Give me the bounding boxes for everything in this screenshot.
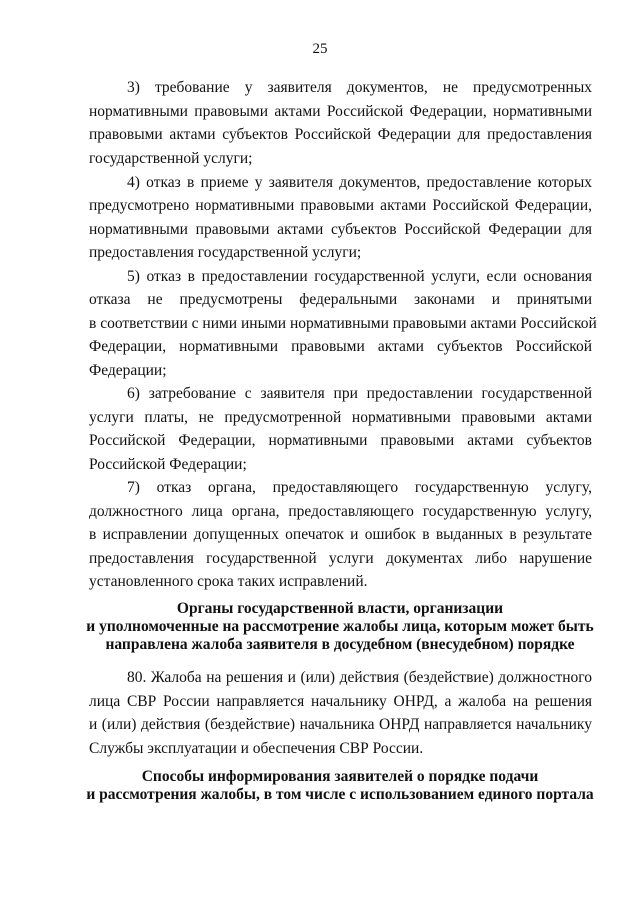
text-line: лица СВР России направляется начальнику ОНРД, а жалоба на решения xyxy=(89,693,592,710)
text-line: нормативными правовыми актами субъектов Российской Федерации для xyxy=(89,221,592,238)
text-line: Российской Федерации; xyxy=(89,456,247,473)
text-line: 4) отказ в приеме у заявителя документов, предоставление которых xyxy=(127,174,592,191)
text-line: предоставления государственной услуги; xyxy=(89,244,362,261)
text-line: Службы эксплуатации и обеспечения СВР России. xyxy=(89,740,424,757)
text-line: 3) требование у заявителя документов, не предусмотренных xyxy=(127,79,592,96)
text-line: в исправлении допущенных опечаток и ошибок в выданных в результате xyxy=(89,526,592,543)
text-line: 80. Жалоба на решения и (или) действия (бездействие) должностного xyxy=(127,669,592,686)
text-line: отказа не предусмотрены федеральными законами и принятыми xyxy=(89,291,592,308)
section-heading: Органы государственной власти, организации xyxy=(176,600,504,617)
text-line: государственной услуги; xyxy=(89,150,253,167)
text-line: Российской Федерации, нормативными правовыми актами субъектов xyxy=(89,432,592,449)
page-number: 25 xyxy=(312,41,328,57)
text-line: Федерации; xyxy=(89,362,167,379)
section-heading: Способы информирования заявителей о порядке подачи xyxy=(141,768,539,785)
text-line: нормативными правовыми актами Российской Федерации, нормативными xyxy=(89,103,592,120)
text-line: услуги платы, не предусмотренной нормативными правовыми актами xyxy=(89,409,592,426)
text-line: 5) отказ в предоставлении государственной услуги, если основания xyxy=(127,268,592,285)
text-line: установленного срока таких исправлений. xyxy=(89,573,368,590)
text-line: и (или) действия (бездействие) начальника ОНРД направляется начальнику xyxy=(89,716,592,733)
section-heading: и рассмотрения жалобы, в том числе с использованием единого портала xyxy=(86,786,594,803)
text-line: 6) затребование с заявителя при предоставлении государственной xyxy=(127,385,592,402)
section-heading: и уполномоченные на рассмотрение жалобы лица, которым может быть xyxy=(86,618,594,635)
text-line: предусмотрено нормативными правовыми актами Российской Федерации, xyxy=(89,197,592,214)
text-line: 7) отказ органа, предоставляющего государственную услугу, xyxy=(127,479,592,496)
text-line: правовыми актами субъектов Российской Федерации для предоставления xyxy=(89,126,592,143)
section-heading: направлена жалоба заявителя в досудебном (внесудебном) порядке xyxy=(105,636,575,653)
text-line: предоставления государственной услуги документах либо нарушение xyxy=(89,550,592,567)
text-line: Федерации, нормативными правовыми актами субъектов Российской xyxy=(89,338,592,355)
text-line: в соответствии с ними иными нормативными правовыми актами Российской xyxy=(89,315,597,332)
text-line: должностного лица органа, предоставляющего государственную услугу, xyxy=(89,503,592,520)
